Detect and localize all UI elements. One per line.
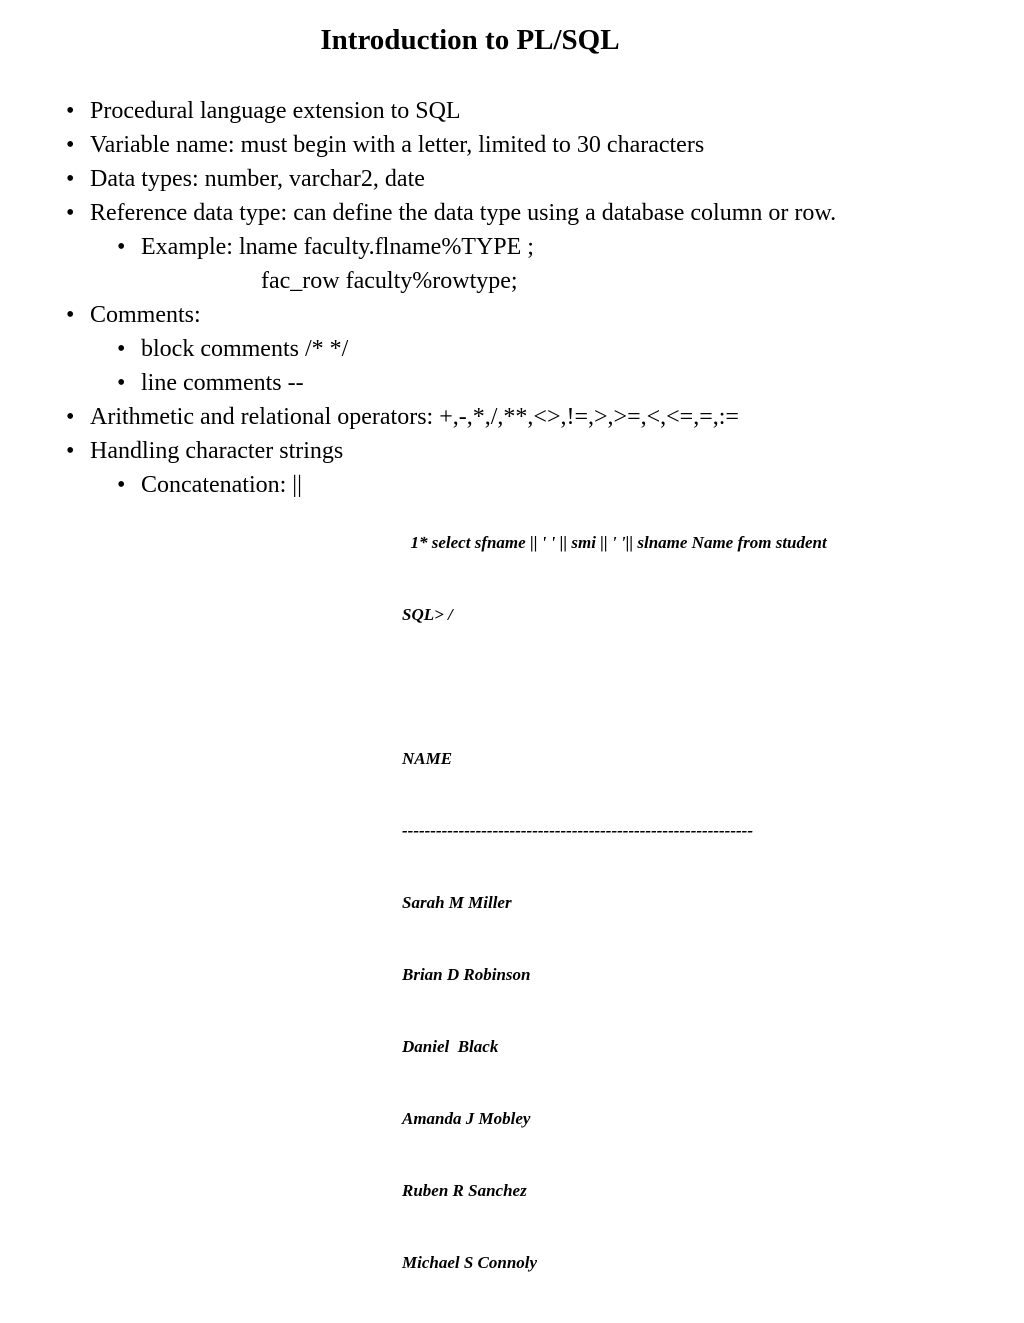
sql-output-line: NAME (402, 749, 453, 768)
sql-output-line: Sarah M Miller (402, 893, 512, 912)
bullet-dot-icon: • (66, 166, 75, 192)
sql-output-line: Ruben R Sanchez (402, 1181, 527, 1200)
bullet-dot-icon: • (117, 336, 126, 362)
bullet-item (64, 400, 836, 434)
bullet-dot-icon: • (117, 370, 126, 396)
bullet-text: Arithmetic and relational operators: +,-,*,/,**,<>,!=,>,>=,<,<=,=,:= (90, 404, 739, 430)
bullet-dot-icon: • (66, 302, 75, 328)
slide-title: Introduction to PL/SQL (320, 24, 620, 56)
bullet-text: Handling character strings (90, 438, 344, 464)
bullet-dot-icon: • (117, 234, 126, 260)
bullet-text: Data types: number, varchar2, date (90, 166, 425, 192)
bullet-item (64, 434, 836, 468)
sql-output-line: 1* select sfname || ' ' || smi || ' '|| slname Name from student (402, 533, 827, 552)
sql-output-block (402, 483, 827, 1323)
bullet-dot-icon: • (66, 438, 75, 464)
bullet-continuation (261, 264, 836, 298)
sub-bullet-item (115, 332, 836, 366)
bullet-text: Reference data type: can define the data type using a database column or row. (90, 200, 837, 226)
bullet-text: line comments -- (141, 370, 304, 396)
bullet-dot-icon: • (117, 472, 126, 498)
sub-bullet-item (115, 366, 836, 400)
bullet-dot-icon: • (66, 132, 75, 158)
bullet-item (64, 162, 836, 196)
bullet-item (64, 128, 836, 162)
bullet-item (64, 196, 836, 230)
bullet-text: Comments: (90, 302, 201, 328)
sql-output-line: Amanda J Mobley (402, 1109, 531, 1128)
sql-output-line: Michael S Connoly (402, 1253, 538, 1272)
bullet-text: fac_row faculty%rowtype; (261, 268, 518, 294)
sql-output-line: SQL> / (402, 605, 453, 624)
sql-output-line (402, 675, 827, 699)
sql-output-line: Daniel Black (402, 1037, 499, 1056)
bullet-text: Procedural language extension to SQL (90, 98, 461, 124)
sql-output-line: -------------------------------------------------------------- (402, 821, 753, 840)
bullet-dot-icon: • (66, 404, 75, 430)
bullet-text: Variable name: must begin with a letter, limited to 30 characters (90, 132, 705, 158)
bullet-text: Example: lname faculty.flname%TYPE ; (141, 234, 534, 260)
bullet-text: block comments /* */ (141, 336, 349, 362)
bullet-dot-icon: • (66, 98, 75, 124)
sub-bullet-item (115, 230, 836, 264)
bullet-item (64, 94, 836, 128)
bullet-text: Concatenation: || (141, 472, 302, 498)
bullet-item (64, 298, 836, 332)
sql-output-line: Brian D Robinson (402, 965, 531, 984)
bullet-list (64, 94, 836, 502)
bullet-dot-icon: • (66, 200, 75, 226)
